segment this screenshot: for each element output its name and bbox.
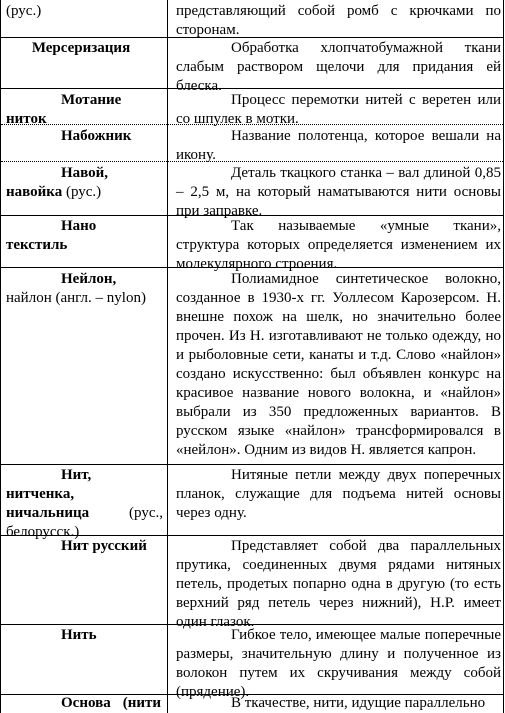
definition-cell: Название полотенца, которое вешали на икону. [176, 128, 501, 163]
table-row [1, 162, 503, 219]
definition-cell: Представляет собой два параллельных прутика, соединенных двумя рядами нитяных петель, продетых попарно одна в другую (то есть верхний ряд петель через нижний), Н.Р. имеет один глазок. [176, 538, 501, 630]
definition-cell: Обработка хлопчатобумажной ткани слабым раствором щелочи для придания ей блеска. [176, 40, 501, 94]
term-cell: Нано текстиль [6, 218, 97, 253]
table-row [1, 268, 503, 465]
term-cell: Навой, навойка (рус.) [6, 165, 109, 200]
term-cell: Мотание ниток [6, 92, 122, 127]
table-row [1, 536, 503, 630]
table-row [1, 38, 503, 94]
definition-cell: Деталь ткацкого станка – вал длиной 0,85 – 2,5 м, на который наматываются нити основы при заправке. [176, 165, 501, 219]
table-row [1, 695, 503, 713]
table-row [1, 0, 503, 38]
definition-cell: Процесс перемотки нитей с веретен или со шпулек в мотки. [176, 92, 501, 127]
definition-cell: В ткачестве, нити, идущие параллельно [231, 695, 486, 711]
table-row [1, 465, 503, 540]
definition-cell: представляющий собой ромб с крючками по сторонам. [176, 3, 501, 38]
term-cell: Мерсеризация [31, 40, 131, 56]
term-cell: Нить [61, 627, 97, 643]
table-row [1, 625, 503, 700]
table-row [1, 89, 503, 125]
term-cell: Нейлон, найлон (англ. – nylon) [6, 271, 146, 306]
definition-cell: Полиамидное синтетическое волокно, созданное в 1930-х гг. Уоллесом Карозерсом. Н. внешне похож на шелк, но значительно более прочен. Из Н. изготавливают не только одежду, но и рыболовные сети, канаты и т.д. Слово «найлон» создано искусственно: был объявлен конкурс на красивое название нового волокна, и «найлон» выбрали из 350 предложенных вариантов. В русском языке «найлон» трансформировался в «нейлон». Одним из видов Н. является капрон. [176, 271, 501, 458]
term-cell: (рус.) [6, 3, 42, 19]
definition-cell: Нитяные петли между двух поперечных планок, служащие для подъема нитей основы через одну. [176, 467, 501, 521]
term-cell: Основа (нити [61, 695, 161, 711]
term-cell: Нит, нитченка, ничальница (рус., белорусск.) [6, 467, 163, 540]
definition-cell: Гибкое тело, имеющее малые поперечные размеры, значительную длину и полученное из волокон путем их скручивания между собой (прядение). [176, 627, 501, 700]
term-cell: Нит русский [61, 538, 147, 554]
definition-cell: Так называемые «умные ткани», структура которых определяется изменением их молекулярного строения. [176, 218, 501, 272]
term-cell: Набожник [61, 128, 132, 144]
table-row [1, 125, 503, 162]
table-row [1, 216, 503, 272]
